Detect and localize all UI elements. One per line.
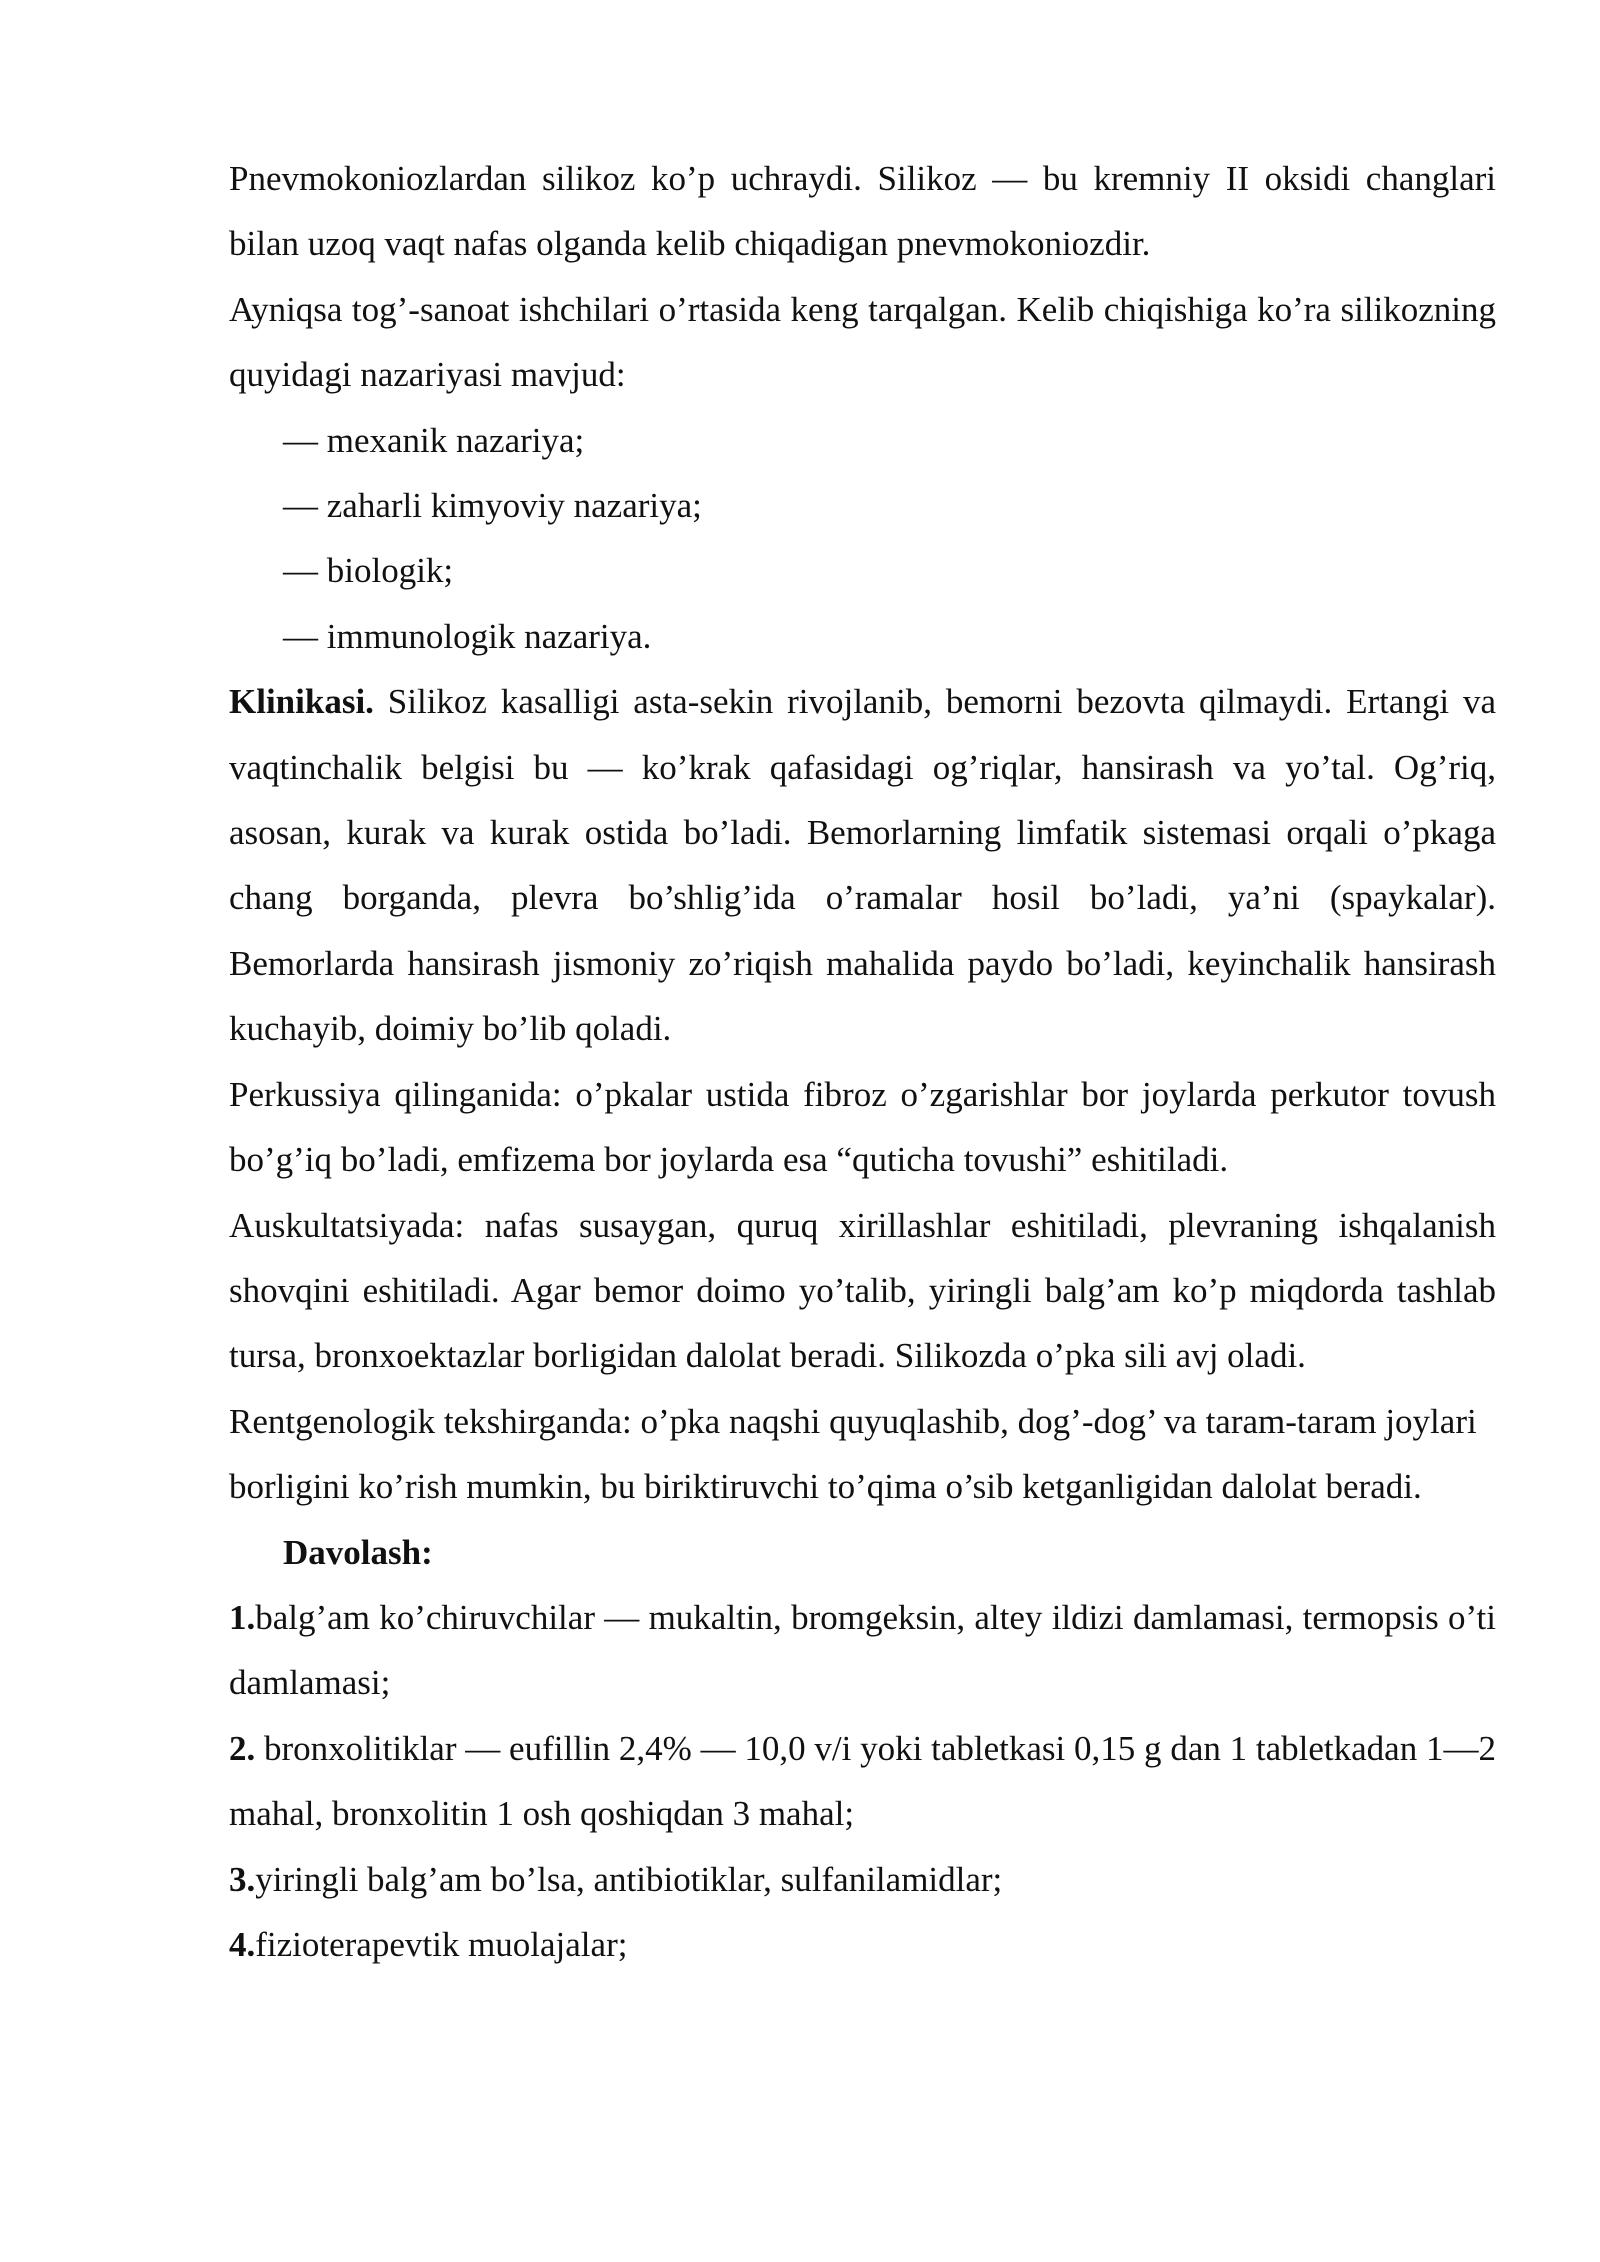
treatment-item-text: yiringli balg’am bo’lsa, antibiotiklar, sulfanilamidlar; [255,1859,1003,1899]
treatment-list [229,1585,1496,1977]
theories-intro-paragraph: Ayniqsa tog’-sanoat ishchilari o’rtasida keng tarqalgan. Kelib chiqishiga ko’ra silikozning quyidagi nazariyasi mavjud: [229,289,1496,395]
theories-list [229,408,1496,670]
auscultation-paragraph: Auskultatsiyada: nafas susaygan, quruq xirillashlar eshitiladi, plevraning ishqalanish shovqini eshitiladi. Agar bemor doimo yo’talib, yiringli balg’am ko’p miqdorda tashlab tursa, bronxoektazlar borligidan dalolat beradi. Silikozda o’pka sili avj oladi. [229,1205,1496,1376]
treatment-item-text: bronxolitiklar — eufillin 2,4% — 10,0 v/i yoki tabletkasi 0,15 g dan 1 tabletkadan 1—2 mahal, bronxolitin 1 osh qoshiqdan 3 mahal; [229,1728,1496,1834]
theory-item: — immunologik nazariya. [283,616,652,656]
treatment-item-number: 1. [229,1597,256,1637]
percussion-paragraph: Perkussiya qilinganida: o’pkalar ustida fibroz o’zgarishlar bor joylarda perkutor tovush bo’g’iq bo’ladi, emfizema bor joylarda esa “quticha tovushi” eshitiladi. [229,1074,1496,1180]
theory-item: — mexanik nazariya; [283,420,585,460]
clinic-heading: Klinikasi. [229,682,374,722]
treatment-item [229,1912,1496,1977]
treatment-item [229,1716,1496,1847]
treatment-item-number: 4. [229,1924,256,1964]
clinic-text: Silikoz kasalligi asta-sekin rivojlanib, bemorni bezovta qilmaydi. Ertangi va vaqtinchalik belgisi bu — ko’krak qafasidagi og’riqlar, hansirash va yo’tal. Og’riq, asosan, kurak va kurak ostida bo’ladi. Bemorlarning limfatik sistemasi orqali o’pkaga chang borganda, plevra bo’shlig’ida o’ramalar hosil bo’ladi, ya’ni (spaykalar). Bemorlarda hansirash jismoniy zo’riqish mahalida paydo bo’ladi, keyinchalik hansirash kuchayib, doimiy bo’lib qoladi. [229,682,1496,1049]
xray-paragraph: Rentgenologik tekshirganda: o’pka naqshi quyuqlashib, dog’-dog’ va taram-taram joylari borligini ko’rish mumkin, bu biriktiruvchi to’qima o’sib ketganligidan dalolat beradi. [229,1401,1477,1507]
treatment-item [229,1585,1496,1716]
document-page [229,146,1496,1977]
theory-item: — biologik; [283,551,454,591]
treatment-item-text: balg’am ko’chiruvchilar — mukaltin, bromgeksin, altey ildizi damlamasi, termopsis o’ti damlamasi; [229,1597,1496,1703]
treatment-item-text: fizioterapevtik muolajalar; [255,1924,628,1964]
theory-item: — zaharli kimyoviy nazariya; [283,486,702,526]
treatment-heading: Davolash: [283,1532,433,1572]
intro-paragraph: Pnevmokoniozlardan silikoz ko’p uchraydi. Silikoz — bu kremniy II oksidi changlari bilan uzoq vaqt nafas olganda kelib chiqadigan pnevmokoniozdir. [229,159,1496,264]
treatment-item-number: 2. [229,1728,256,1768]
treatment-item [229,1847,1496,1912]
treatment-item-number: 3. [229,1859,256,1899]
clinic-paragraph [229,669,1496,1061]
